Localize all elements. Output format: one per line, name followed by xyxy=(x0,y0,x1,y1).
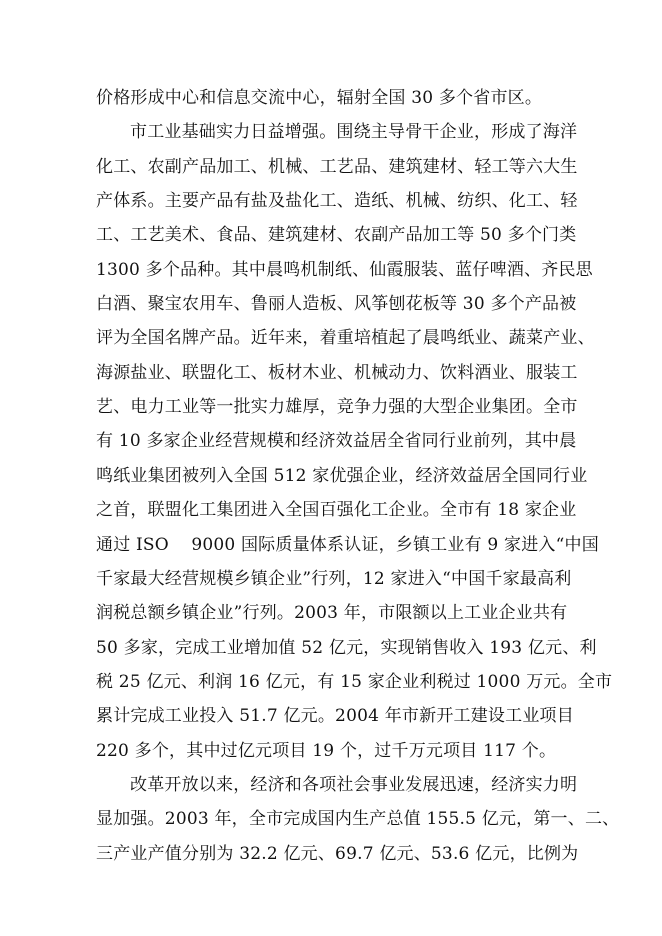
text-line: 价格形成中心和信息交流中心，辐射全国 30 多个省市区。 xyxy=(96,88,543,108)
text-line: 工、工艺美术、食品、建筑建材、农副产品加工等 50 多个门类 xyxy=(96,225,577,245)
text-line: 产体系。主要产品有盐及盐化工、造纸、机械、纺织、化工、轻 xyxy=(96,191,578,211)
text-line: 通过 ISO 9000 国际质量体系认证，乡镇工业有 9 家进入“中国 xyxy=(96,535,599,555)
text-line: 显加强。2003 年，全市完成国内生产总值 155.5 亿元，第一、二、 xyxy=(96,809,620,829)
text-line: 累计完成工业投入 51.7 亿元。2004 年市新开工建设工业项目 xyxy=(96,706,574,726)
text-line: 有 10 多家企业经营规模和经济效益居全省同行业前列，其中晨 xyxy=(96,431,577,451)
paragraph-start-line: 改革开放以来，经济和各项社会事业发展迅速，经济实力明 xyxy=(130,775,578,795)
text-line: 税 25 亿元、利润 16 亿元，有 15 家企业利税过 1000 万元。全市 xyxy=(96,672,613,692)
paragraph-start-line: 市工业基础实力日益增强。围绕主导骨干企业，形成了海洋 xyxy=(130,122,578,142)
text-line: 鸣纸业集团被列入全国 512 家优强企业，经济效益居全国同行业 xyxy=(96,466,588,486)
text-line: 润税总额乡镇企业”行列。2003 年，市限额以上工业企业共有 xyxy=(96,603,568,623)
text-line: 220 多个，其中过亿元项目 19 个，过千万元项目 117 个。 xyxy=(96,741,557,761)
text-line: 海源盐业、联盟化工、板材木业、机械动力、饮料酒业、服装工 xyxy=(96,363,578,383)
text-line: 白酒、聚宝农用车、鲁丽人造板、风筝刨花板等 30 多个产品被 xyxy=(96,294,577,314)
text-line: 化工、农副产品加工、机械、工艺品、建筑建材、轻工等六大生 xyxy=(96,157,578,177)
text-line: 之首，联盟化工集团进入全国百强化工企业。全市有 18 家企业 xyxy=(96,500,577,520)
text-line: 三产业产值分别为 32.2 亿元、69.7 亿元、53.6 亿元，比例为 xyxy=(96,844,579,864)
text-line: 1300 多个品种。其中晨鸣机制纸、仙霞服装、蓝仔啤酒、齐民思 xyxy=(96,260,593,280)
text-line: 50 多家，完成工业增加值 52 亿元，实现销售收入 193 亿元、利 xyxy=(96,638,597,658)
text-line: 评为全国名牌产品。近年来，着重培植起了晨鸣纸业、蔬菜产业、 xyxy=(96,328,595,348)
text-line: 艺、电力工业等一批实力雄厚，竞争力强的大型企业集团。全市 xyxy=(96,397,578,417)
text-line: 千家最大经营规模乡镇企业”行列，12 家进入“中国千家最高利 xyxy=(96,569,572,589)
